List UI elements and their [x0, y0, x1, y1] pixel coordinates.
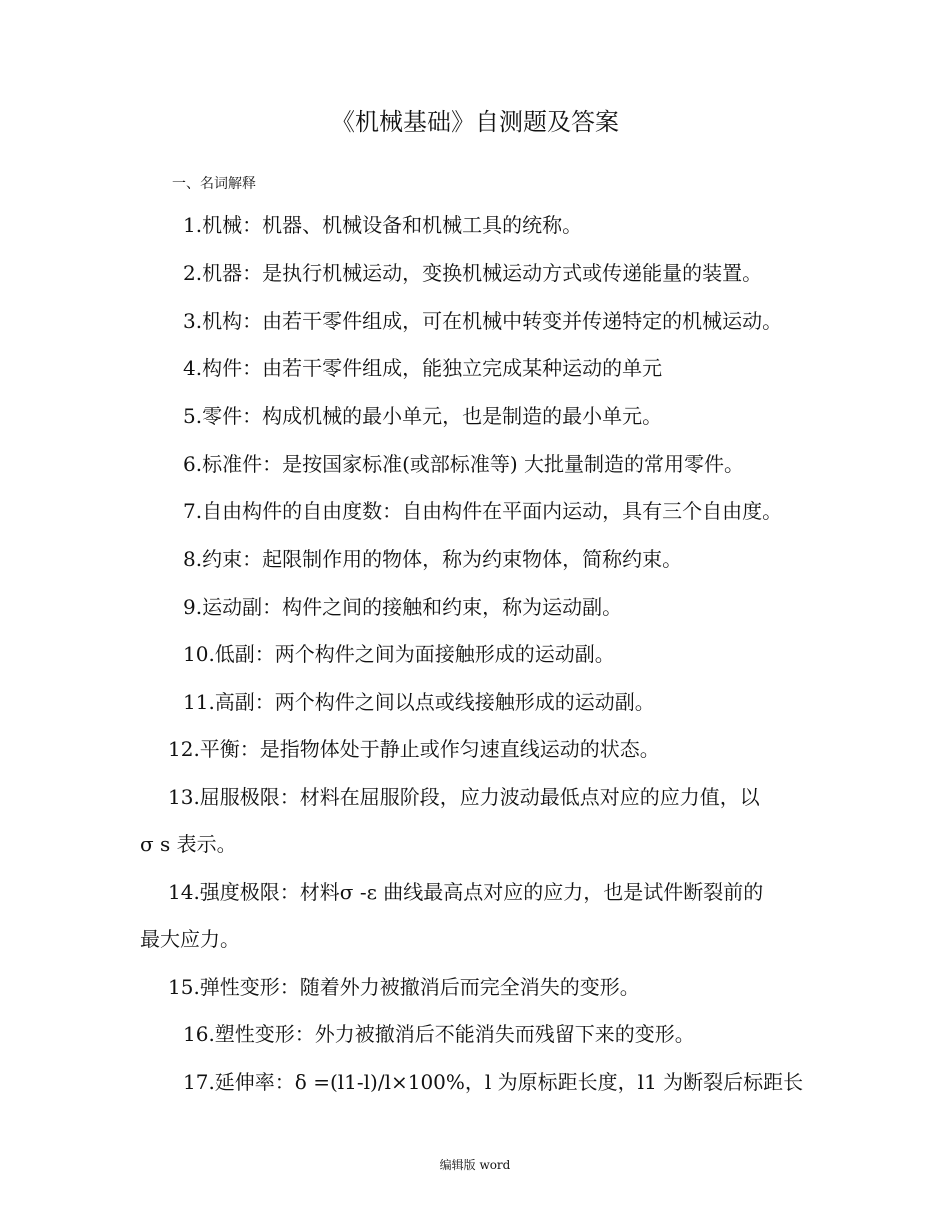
document-title: 《机械基础》自测题及答案: [331, 108, 619, 136]
definition-line-continued: 最大应力。: [140, 927, 240, 951]
definition-line: 17.延伸率：δ =(l1-l)/l×100%，l 为原标距长度，l1 为断裂后标距长: [183, 1070, 804, 1094]
definition-line: 12.平衡：是指物体处于静止或作匀速直线运动的状态。: [168, 737, 660, 761]
definition-line: 14.强度极限：材料σ -ε 曲线最高点对应的应力，也是试件断裂前的: [168, 880, 764, 904]
definition-line: 4.构件：由若干零件组成，能独立完成某种运动的单元: [183, 356, 663, 380]
definition-line: 7.自由构件的自由度数：自由构件在平面内运动，具有三个自由度。: [183, 499, 783, 523]
definition-line: 11.高副：两个构件之间以点或线接触形成的运动副。: [183, 690, 655, 714]
definition-line: 8.约束：起限制作用的物体，称为约束物体，简称约束。: [183, 547, 683, 571]
definition-line: 2.机器：是执行机械运动，变换机械运动方式或传递能量的装置。: [183, 261, 763, 285]
definition-line-continued: σ s 表示。: [140, 832, 237, 856]
definition-line: 6.标准件：是按国家标准(或部标准等) 大批量制造的常用零件。: [183, 452, 745, 476]
definition-line: 10.低副：两个构件之间为面接触形成的运动副。: [183, 642, 615, 666]
definition-line: 13.屈服极限：材料在屈服阶段，应力波动最低点对应的应力值，以: [168, 785, 760, 809]
definition-line: 15.弹性变形：随着外力被撤消后而完全消失的变形。: [168, 975, 640, 999]
section-heading: 一、名词解释: [172, 176, 256, 192]
definition-line: 9.运动副：构件之间的接触和约束，称为运动副。: [183, 595, 623, 619]
definition-line: 16.塑性变形：外力被撤消后不能消失而残留下来的变形。: [183, 1022, 695, 1046]
page-footer: 编辑版 word: [439, 1158, 511, 1172]
definition-line: 1.机械：机器、机械设备和机械工具的统称。: [183, 213, 583, 237]
definition-line: 3.机构：由若干零件组成，可在机械中转变并传递特定的机械运动。: [183, 309, 783, 333]
definition-line: 5.零件：构成机械的最小单元，也是制造的最小单元。: [183, 404, 663, 428]
